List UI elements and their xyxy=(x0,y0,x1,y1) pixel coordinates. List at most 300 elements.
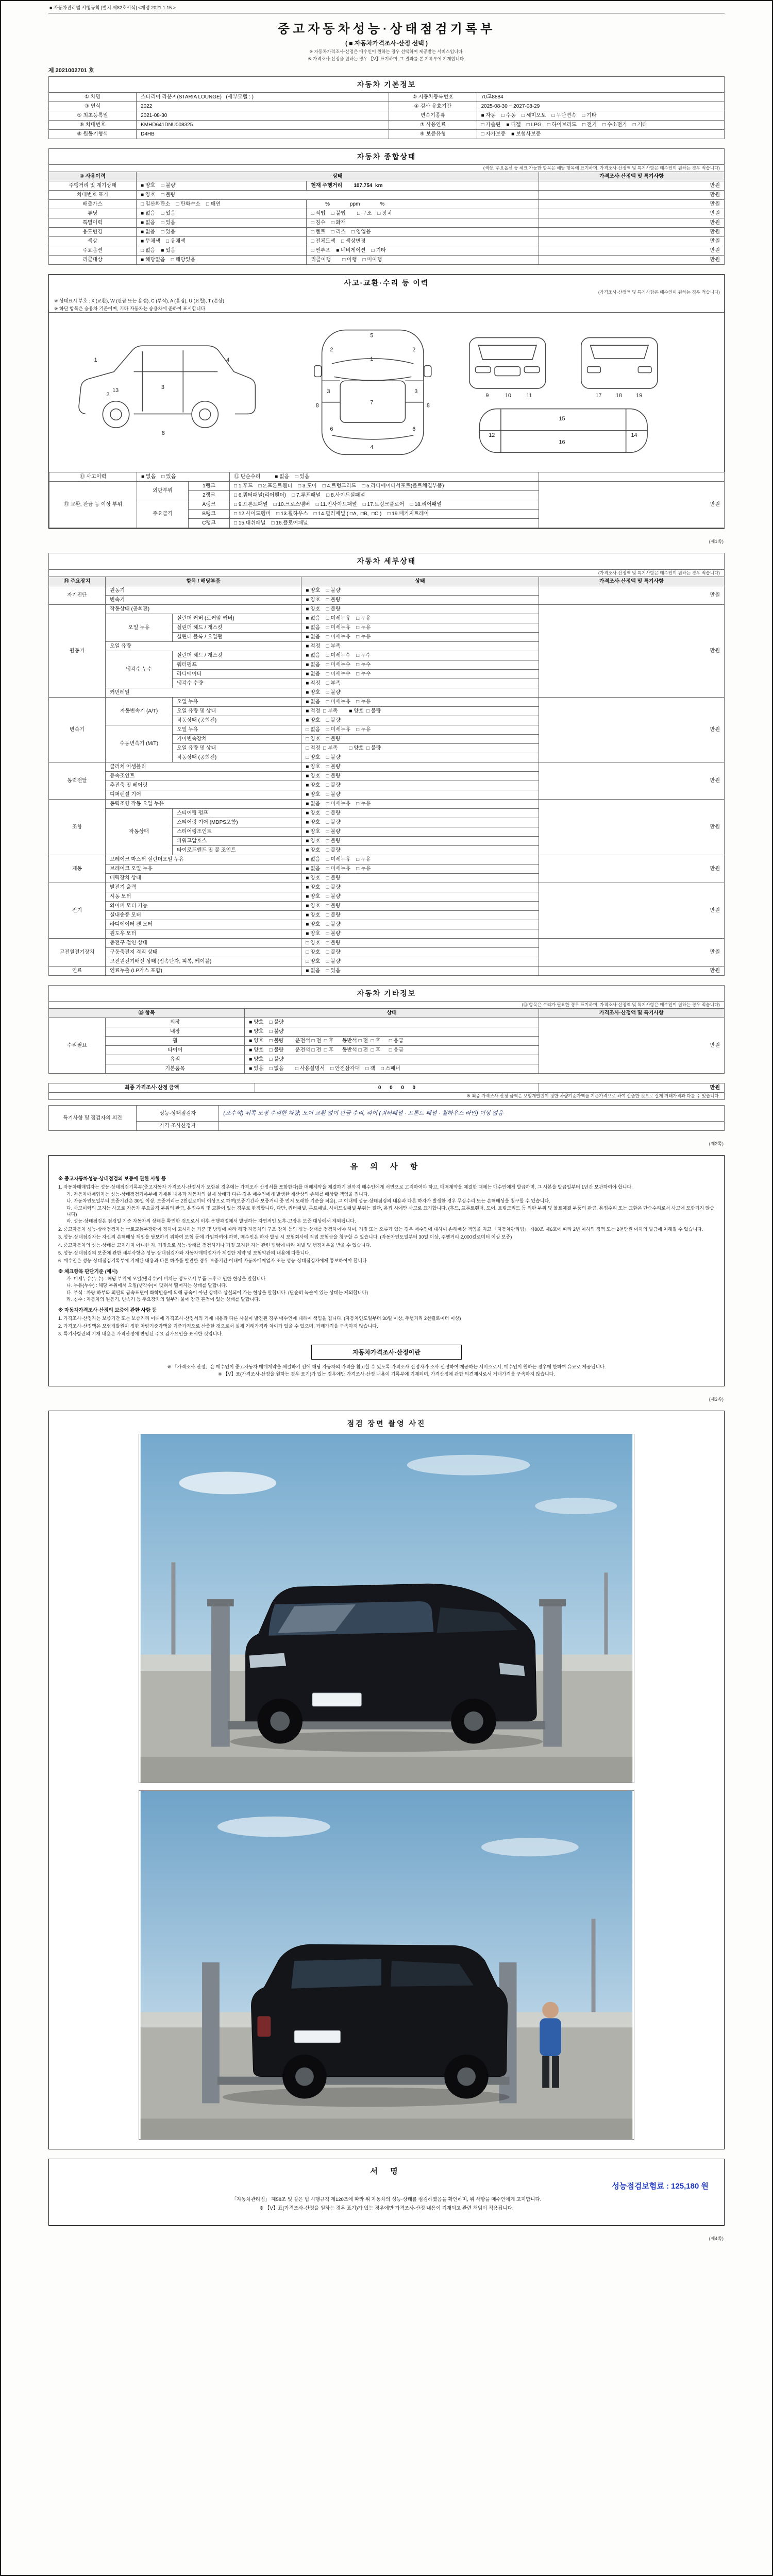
law-reference: ■ 자동차관리법 시행규칙 [별지 제82호서식] <개정 2021.1.15.> xyxy=(49,5,176,10)
table-cell: ■ 적정 □ 부족 xyxy=(301,641,539,651)
comprehensive-state-section xyxy=(48,148,725,265)
table-cell: 발전기 출력 xyxy=(106,883,301,892)
price-cell: 만원 xyxy=(539,938,724,966)
table-cell: ⑪ 사고이력 xyxy=(49,472,137,482)
table-cell: 주요옵션 xyxy=(49,246,137,256)
document-title: 중고자동차성능·상태점검기록부 xyxy=(277,22,496,36)
svg-text:1: 1 xyxy=(370,356,374,363)
table-cell: ■ 양호 □ 불량 xyxy=(245,1018,539,1027)
table-cell: 변속기 xyxy=(49,697,106,762)
final-price-section xyxy=(48,1083,725,1100)
table-cell: 특기사항 및 점검자의 의견 xyxy=(49,1105,137,1130)
table-cell: 가격조사·산정액 및 특기사항 xyxy=(539,172,724,181)
damage-code-legend: ※ 상태표시 부호 : X (교환), W (판금 또는 용접), C (부식), A (흠집), U (요철), T (손상) xyxy=(54,298,224,304)
table-cell: A랭크 xyxy=(189,500,230,510)
table-cell: ■ 없음 □ 있음 xyxy=(301,966,539,975)
table-cell: ■ 양호 □ 불량 xyxy=(301,845,539,855)
table-cell: ■ 양호 □ 불량 xyxy=(301,901,539,910)
header-note-1: ※ 자동차가격조사·산정은 매수인이 원하는 경우 선택하여 제공받는 서비스입니다. xyxy=(309,49,464,54)
table-cell: ⑮ 항목 xyxy=(49,1008,245,1018)
price-cell: 만원 xyxy=(539,181,724,191)
table-cell: 작동상태 (공회전) xyxy=(106,604,301,614)
table-cell: 배출가스 xyxy=(49,200,137,209)
table-cell: 라디에이터 팬 모터 xyxy=(106,920,301,929)
table-cell: ⑩ 사용이력 xyxy=(49,172,137,181)
table-cell: ■ 양호 □ 불량 xyxy=(301,716,539,725)
vehicle-name-value: 스타리아 라운지(STARIA LOUNGE) (세부모델 : ) xyxy=(137,93,389,102)
table-cell: 기어변속장치 xyxy=(173,734,301,743)
table-cell: 가격조사·산정액 및 특기사항 xyxy=(539,1008,724,1018)
svg-text:3: 3 xyxy=(414,388,418,395)
price-cell: 만원 xyxy=(539,256,724,265)
notice-line: 5. 성능·상태점검의 보증에 관한 세부사항은 성능·상태점검자와 자동차매매업자가 체결한 계약 및 보험약관의 내용에 따릅니다. xyxy=(58,1250,311,1256)
table-cell: 브레이크 오일 누유 xyxy=(106,864,301,873)
final-price-value: 0 0 0 0 xyxy=(255,1083,539,1092)
table-cell: 냉각수 누수 xyxy=(106,651,173,688)
price-cell: 만원 xyxy=(539,883,724,938)
table-cell: □ 없음 ■ 있음 xyxy=(137,246,307,256)
etc-info-section xyxy=(48,985,725,1074)
table-cell: ■ 없음 □ 미세누유 □ 누유 xyxy=(301,623,539,632)
table-cell: ■ 양호 □ 불량 xyxy=(301,836,539,845)
model-year-value: 2022 xyxy=(137,102,389,111)
opinion-section xyxy=(48,1105,725,1131)
table-cell: 자기진단 xyxy=(49,586,106,604)
table-cell: 원동기 xyxy=(106,586,301,595)
header-note-2: ※ 가격조사·산정을 원하는 경우 【V】표기하며, 그 결과를 본 기록부에 기재합니다. xyxy=(308,56,465,61)
registration-number-value: 70고8884 xyxy=(477,93,724,102)
table-cell: 원동기 xyxy=(49,604,106,697)
inspection-photos-section xyxy=(48,1411,725,2149)
notice-line: 2. 가격조사·산정액은 보험개발원이 정한 차량기준가액을 기준가격으로 산출한 것으로서 실제 거래가격과 차이가 있을 수 있으며, 거래가격을 구속하지 않습니다. xyxy=(58,1324,378,1329)
table-cell: □ 6.쿼터패널(리어휀더) □ 7.루프패널 □ 8.사이드실패널 xyxy=(230,491,539,500)
table-cell: ■ 양호 □ 불량 xyxy=(301,910,539,920)
price-cell: 만원 xyxy=(539,246,724,256)
table-cell: ■ 양호 □ 불량 운전석 □ 전 □ 후 동반석 □ 전 □ 후 □ 응급 xyxy=(245,1045,539,1055)
table-cell: 윈도우 모터 xyxy=(106,929,301,938)
svg-text:6: 6 xyxy=(330,426,333,433)
price-cell: 만원 xyxy=(539,966,724,975)
table-cell: 용도변경 xyxy=(49,228,137,237)
table-cell: 튜닝 xyxy=(49,209,137,218)
table-cell: (⑮ 항목은 수리가 필요한 경우 표기하며, 가격조사·산정액 및 특기사항은 매수인이 원하는 경우 적습니다) xyxy=(49,1001,725,1008)
table-cell: 외판부위 xyxy=(137,482,189,500)
table-cell: ■ 양호 □ 불량 xyxy=(301,892,539,901)
table-cell: 가격·조사산정자 xyxy=(137,1122,219,1131)
price-appraisal-option: ( ■ 자동차가격조사·산정 선택 ) xyxy=(345,40,428,47)
table-cell xyxy=(539,472,725,482)
table-cell: ■ 양호 □ 불량 xyxy=(301,808,539,818)
table-cell: 수리필요 xyxy=(49,1018,106,1073)
table-cell: ■ 양호 □ 불량 xyxy=(301,929,539,938)
notice-line: 4. 중고자동차의 성능·상태를 고지하지 아니한 자, 거짓으로 성능·상태를 점검하거나 거짓 고지한 자는 관련 법령에 따라 처벌 및 행정처분을 받을 수 있습니다. xyxy=(58,1242,372,1248)
svg-text:5: 5 xyxy=(370,332,374,339)
notice-line: ※ 자동차가격조사·산정의 보증에 관한 사항 등 xyxy=(58,1307,157,1313)
table-cell: 동력조향 작동 오일 누유 xyxy=(106,799,301,808)
notice-line: 라. 침수 : 자동차의 원동기, 변속기 등 주요장치의 일부가 물에 잠긴 흔적이 있는 상태를 말합니다. xyxy=(66,1297,260,1302)
table-cell: 가격조사·산정액 및 특기사항 xyxy=(539,577,724,586)
svg-text:16: 16 xyxy=(559,439,565,446)
table-cell: 휠 xyxy=(106,1036,245,1045)
diagram-basis-legend: ※ 하단 항목은 승용차 기준이며, 기타 자동차는 승용차에 준하여 표시합니다. xyxy=(54,306,207,312)
table-cell: 1랭크 xyxy=(189,482,230,491)
notice-line: 다. 사고이력의 고지는 사고로 자동차 주요골격 부위의 판금, 용접수리 및 교환이 있는 경우로 한정합니다. 다만, 쿼터패널, 루프패널, 사이드실패널 부위는 절단, 용접 시에만 사고로 표기합니다. (후드, 프론트휀더, 도어, 트렁크리드 등 외판 부위 및 볼트체결 부품의 판금, 용접수리 또는 교환은 단순수리로서 사고에 포함되지 않습니다) xyxy=(66,1205,715,1217)
table-cell: ■ 양호 □ 불량 xyxy=(301,771,539,781)
table-cell: 성능·상태점검자 xyxy=(137,1105,219,1121)
price-cell: 만원 xyxy=(539,799,724,855)
table-cell: ■ 양호 □ 불량 xyxy=(301,790,539,799)
table-cell: ※ 최종 가격조사·산정 금액은 보험개발원이 정한 차량기준가액을 기준가격으로 하여 산출한 것으로 실제 거래가격과 다를 수 있습니다. xyxy=(49,1092,725,1099)
table-cell: 실내송풍 모터 xyxy=(106,910,301,920)
table-cell: (가격조사·산정액 및 특기사항은 매수인이 원하는 경우 적습니다) xyxy=(49,569,725,577)
page-marker-4: (제4쪽) xyxy=(709,2235,724,2241)
table-cell: □ 전체도색 □ 색상변경 xyxy=(307,237,539,246)
notice-line: ※ 중고자동차성능·상태점검의 보증에 관한 사항 등 xyxy=(58,1176,166,1182)
table-cell: 파워고압호스 xyxy=(173,836,301,845)
page-marker-1: (제1쪽) xyxy=(709,539,724,545)
signature-title: 서 명 xyxy=(370,2166,403,2176)
table-cell: ■ 양호 □ 불량 xyxy=(301,883,539,892)
table-cell: ⑬ 교환, 판금 등 이상 부위 xyxy=(49,482,137,528)
table-cell: 고전원전기배선 상태 (접속단자, 피복, 케이블) xyxy=(106,957,301,966)
accident-history-section xyxy=(48,274,725,529)
table-cell: 상태 xyxy=(245,1008,539,1018)
svg-text:1: 1 xyxy=(94,357,97,364)
price-cell: 만원 xyxy=(539,200,724,209)
table-cell: 수동변속기 (M/T) xyxy=(106,725,173,762)
table-cell: ■ 없음 □ 미세누수 □ 누수 xyxy=(301,651,539,660)
notices-section xyxy=(48,1155,725,1386)
table-cell: 스티어링 기어 (MDPS포함) xyxy=(173,818,301,827)
svg-text:10: 10 xyxy=(505,393,511,399)
table-cell: 리콜이행 □ 이행 □ 미이행 xyxy=(307,256,539,265)
table-cell: 제동 xyxy=(49,855,106,883)
svg-text:4: 4 xyxy=(370,444,374,451)
table-cell: ■ 양호 □ 불량 운전석 □ 전 □ 후 동반석 □ 전 □ 후 □ 응급 xyxy=(245,1036,539,1045)
table-cell: 커먼레일 xyxy=(106,688,301,697)
table-cell: 리콜대상 xyxy=(49,256,137,265)
engine-type-value: D4HB xyxy=(137,130,389,139)
section-title-accident: 사고·교환·수리 등 이력 xyxy=(344,279,429,287)
table-cell: % ppm % xyxy=(307,200,539,209)
table-cell: ■ 양호 □ 불량 xyxy=(301,781,539,790)
table-cell: C랭크 xyxy=(189,519,230,528)
price-cell: 만원 xyxy=(539,482,725,528)
table-cell: □ 적법 □ 불법 □ 구조 □ 장치 xyxy=(307,209,539,218)
table-cell: ⑫ 단순수리 ■ 없음 □ 있음 xyxy=(230,472,539,482)
table-cell: 동력전달 xyxy=(49,762,106,799)
table-cell: ■ 적정 □ 부족 xyxy=(301,679,539,688)
table-cell: 작동상태 (공회전) xyxy=(173,716,301,725)
table-cell: 오일 누유 xyxy=(173,697,301,706)
table-cell: ■ 없음 □ 미세누수 □ 누수 xyxy=(301,669,539,679)
table-cell: 실린더 헤드 / 개스킷 xyxy=(173,651,301,660)
svg-text:8: 8 xyxy=(315,402,319,409)
table-cell: 조향 xyxy=(49,799,106,855)
table-cell: ■ 없음 □ 미세누유 □ 누유 xyxy=(301,799,539,808)
table-cell: 워터펌프 xyxy=(173,660,301,669)
final-price-table xyxy=(48,1083,725,1100)
price-cell: 만원 xyxy=(539,191,724,200)
table-cell: 오일 유량 xyxy=(106,641,301,651)
basic-info-table xyxy=(48,76,725,139)
table-cell: 작동상태 (공회전) xyxy=(173,753,301,762)
document-number: 제 2021002701 호 xyxy=(48,67,94,74)
final-price-unit: 만원 xyxy=(539,1083,724,1092)
table-cell: 주행거리 및 계기상태 xyxy=(49,181,137,191)
table-cell: 추진축 및 베어링 xyxy=(106,781,301,790)
table-cell: ■ 양호 □ 불량 xyxy=(245,1055,539,1064)
table-cell: ■ 양호 □ 불량 xyxy=(301,688,539,697)
svg-text:8: 8 xyxy=(426,402,430,409)
inspection-validity-value: 2025-08-30 ~ 2027-08-29 xyxy=(477,102,724,111)
table-cell: 항목 / 해당부품 xyxy=(106,577,301,586)
table-cell: ■ 없음 □ 있음 xyxy=(137,228,307,237)
notice-line: 다. 부식 : 차량 하부와 외판의 금속표면이 화학반응에 의해 금속이 아닌 상태로 상실되어 가는 현상을 말합니다. (단순히 녹슬어 있는 상태는 제외합니다) xyxy=(66,1290,368,1295)
table-cell: ■ 없음 □ 있음 xyxy=(137,472,230,482)
table-cell: ⑦ 사용연료 xyxy=(389,121,477,130)
premium-label: 성능점검보험료 : xyxy=(612,2181,669,2191)
table-cell: 디퍼렌셜 기어 xyxy=(106,790,301,799)
table-cell: 시동 모터 xyxy=(106,892,301,901)
detail-state-section xyxy=(48,553,725,975)
table-cell: ■ 양호 □ 불량 xyxy=(301,818,539,827)
table-cell: □ 9.프론트패널 □ 10.크로스멤버 □ 11.인사이드패널 □ 17.트렁크플로어 □ 18.리어패널 xyxy=(230,500,539,510)
svg-text:7: 7 xyxy=(370,400,374,406)
table-cell: 스티어링조인트 xyxy=(173,827,301,836)
notice-line: ※ 「가격조사·산정」은 매수인이 중고자동차 매매계약을 체결하기 전에 해당 자동차의 가격을 참고할 수 있도록 가격조사·산정자가 조사·산정하여 제공하는 서비스로서, 매수인이 원하는 경우에 한하여 유료로 제공됩니다. xyxy=(167,1364,606,1369)
svg-text:4: 4 xyxy=(226,357,230,364)
table-cell: ④ 검사 유효기간 xyxy=(389,102,477,111)
table-cell: 클러치 어셈블리 xyxy=(106,762,301,771)
notice-line: 1. 자동차매매업자는 성능·상태점검기록부(중고자동차 가격조사·산정서가 포함된 경우에는 가격조사·산정서를 포함한다)를 매매계약을 체결하기 전까지 매수인에게 서면으로 고지하여야 하고, 매매계약을 체결한 때에는 매수인에게 발급하며, 그 사본을 발급일부터 1년간 보관하여야 합니다. xyxy=(58,1184,633,1190)
notice-line: 3. 성능·상태점검자는 자신의 손해배상 책임을 담보하기 위하여 보험 등에 가입하여야 하며, 매수인은 하자 발생 시 보험회사에 직접 보험금을 청구할 수 있습니다. (자동차인도일부터 30일 이상, 주행거리 2,000킬로미터 이상 보증) xyxy=(58,1234,512,1240)
svg-text:6: 6 xyxy=(412,426,416,433)
table-cell: 차대번호 표기 xyxy=(49,191,137,200)
table-cell: ■ 무채색 □ 유채색 xyxy=(137,237,307,246)
table-cell: □ 없음 □ 미세누유 □ 누유 xyxy=(301,725,539,734)
table-cell: 고전원전기장치 xyxy=(49,938,106,966)
notice-line: 2. 중고자동차 성능·상태점검자는 국토교통부장관이 정하여 고시하는 기준 및 방법에 따라 해당 자동차의 구조·장치 등의 성능·상태를 점검하여야 하며, 거짓 또는 오류가 있는 경우 매수인에 대하여 손해배상 책임을 지고 「자동차관리법」 제80조 제6호에 따라 2년 이하의 징역 또는 2천만원 이하의 벌금에 처해질 수 있습니다. xyxy=(58,1226,703,1232)
vin-value: KMHD641DNU008325 xyxy=(137,121,389,130)
detail-state-table xyxy=(48,553,725,975)
table-cell: ■ 양호 □ 불량 xyxy=(301,762,539,771)
svg-text:19: 19 xyxy=(636,393,643,399)
page-marker-3: (제3쪽) xyxy=(709,1396,724,1402)
table-cell: □ 적정 □ 부족 □ 양호 □ 불량 xyxy=(301,743,539,753)
pricing-definition-title: 자동차가격조사·산정이란 xyxy=(311,1345,462,1360)
inspector-opinion-value: (조수석) 뒤쪽 도장 수리한 차량, 도어 교환 없이 판금 수리, 리어 (쿼터패널 · 프론트 패널 · 휠하우스 라인) 이상 없음 xyxy=(219,1105,725,1121)
notice-line: ※ 【V】표(가격조사·산정을 원하는 경우 표기)가 있는 경우에만 가격조사·산정 내용이 기록부에 기재되며, 가격산정에 관한 의견제시로서 거래가격을 구속하지 않습니다. xyxy=(218,1371,555,1377)
table-cell: ■ 있음 □ 없음 □ 사용설명서 □ 안전삼각대 □ 잭 □ 스패너 xyxy=(245,1064,539,1073)
table-cell: 전기 xyxy=(49,883,106,938)
notice-line: ※ 체크항목 판단기준 (예시) xyxy=(58,1268,118,1275)
signature-statements xyxy=(61,2196,712,2212)
opinion-table xyxy=(48,1105,725,1131)
svg-text:15: 15 xyxy=(559,416,565,422)
svg-text:9: 9 xyxy=(485,393,489,399)
transmission-type-checks: ■ 자동 □ 수동 □ 세미오토 □ 무단변속 □ 기타 xyxy=(477,111,724,121)
table-cell: ⑨ 보증유형 xyxy=(389,130,477,139)
section-title-detail: 자동차 세부상태 xyxy=(49,553,725,569)
accident-history-table xyxy=(49,472,725,528)
table-cell: ⑥ 차대번호 xyxy=(49,121,137,130)
table-cell: □ 양호 □ 불량 xyxy=(301,753,539,762)
table-cell: 유리 xyxy=(106,1055,245,1064)
table-cell: 등속조인트 xyxy=(106,771,301,781)
price-cell: 만원 xyxy=(539,604,724,697)
table-cell: ③ 연식 xyxy=(49,102,137,111)
table-cell: □ 침수 □ 화재 xyxy=(307,218,539,228)
table-cell: □ 썬루프 ■ 네비게이션 □ 기타 xyxy=(307,246,539,256)
table-cell: ■ 양호 □ 불량 xyxy=(301,873,539,883)
table-cell: ⑤ 최초등록일 xyxy=(49,111,137,121)
table-cell: ⑧ 원동기형식 xyxy=(49,130,137,139)
table-cell: ■ 없음 □ 미세누유 □ 누유 xyxy=(301,864,539,873)
basic-info-section xyxy=(48,76,725,139)
table-cell: 오일 누유 xyxy=(173,725,301,734)
accident-note: (가격조사·산정액 및 특기사항은 매수인이 원하는 경우 적습니다) xyxy=(598,290,720,295)
svg-text:14: 14 xyxy=(631,432,637,439)
table-cell: ⑭ 주요장치 xyxy=(49,577,106,586)
table-cell: 외장 xyxy=(106,1018,245,1027)
table-cell: ■ 없음 □ 있음 xyxy=(137,209,307,218)
table-cell: ■ 없음 □ 미세누수 □ 누수 xyxy=(301,660,539,669)
notice-line: 가. 자동차매매업자는 성능·상태점검기록부에 기재된 내용과 자동차의 실제 상태가 다른 경우 매수인에게 발생한 재산상의 손해를 배상할 책임을 집니다. xyxy=(66,1191,369,1197)
photos-title: 점검 장면 촬영 사진 xyxy=(347,1419,426,1428)
inspection-premium xyxy=(64,2180,709,2191)
table-cell: 냉각수 수량 xyxy=(173,679,301,688)
table-cell: ■ 양호 □ 불량 xyxy=(301,920,539,929)
table-cell: 변속기종류 xyxy=(389,111,477,121)
document-header xyxy=(48,19,725,62)
table-cell: ② 자동차등록번호 xyxy=(389,93,477,102)
table-cell: □ 렌트 □ 리스 □ 영업용 xyxy=(307,228,539,237)
table-cell: □ 12.사이드멤버 □ 13.휠하우스 □ 14.필러패널 ( □A, □B, □C ) □ 19.패키지트레이 xyxy=(230,510,539,519)
notices-body xyxy=(58,1176,715,1337)
table-cell: □ 양호 □ 불량 xyxy=(301,947,539,957)
first-registration-value: 2021-08-30 xyxy=(137,111,389,121)
price-cell: 만원 xyxy=(539,586,724,604)
notice-line: 3. 특기사항란의 기재 내용은 가격산정에 반영된 주요 감가요인을 표시한 것입니다. xyxy=(58,1331,223,1337)
table-cell: 특별이력 xyxy=(49,218,137,228)
price-cell: 만원 xyxy=(539,697,724,762)
section-title-etc: 자동차 기타정보 xyxy=(49,985,725,1001)
table-cell: 작동상태 xyxy=(106,808,173,855)
table-cell: 브레이크 마스터 실린더오일 누유 xyxy=(106,855,301,864)
appraiser-opinion-value xyxy=(219,1122,725,1131)
table-cell: 배력장치 상태 xyxy=(106,873,301,883)
svg-text:8: 8 xyxy=(161,430,165,437)
table-cell: ■ 없음 □ 미세누유 □ 누유 xyxy=(301,632,539,641)
table-cell: 색상 xyxy=(49,237,137,246)
svg-text:11: 11 xyxy=(526,393,532,399)
premium-value: 125,180 원 xyxy=(671,2181,709,2191)
table-cell: 연료누출 (LP가스 포함) xyxy=(106,966,301,975)
notice-line: 1. 가격조사·산정자는 보증기간 또는 보증거리 이내에 가격조사·산정서의 기재 내용과 다른 사실이 발견된 경우 매수인에 대하여 책임을 집니다. (자동차인도일부터 30일 이상, 주행거리 2천킬로미터 이상) xyxy=(58,1315,461,1321)
notice-line: 라. 성능·상태점검은 점검일 기준 자동차의 상태를 확인한 것으로서 이후 운행과정에서 발생하는 자연적인 노후·고장은 보증 대상에서 제외됩니다. xyxy=(66,1218,356,1224)
svg-text:2: 2 xyxy=(330,347,333,353)
car-damage-diagram xyxy=(49,312,724,472)
table-cell: 주요골격 xyxy=(137,500,189,528)
svg-text:17: 17 xyxy=(595,393,602,399)
inspection-photo-front xyxy=(139,1434,634,1783)
price-cell: 만원 xyxy=(539,228,724,237)
table-cell: ■ 없음 □ 미세누유 □ 누유 xyxy=(301,697,539,706)
table-cell: □ 양호 □ 불량 xyxy=(301,957,539,966)
svg-text:18: 18 xyxy=(615,393,622,399)
table-cell: 상태 xyxy=(301,577,539,586)
inspection-photo-rear xyxy=(139,1790,634,2140)
table-cell: 2랭크 xyxy=(189,491,230,500)
fuel-type-checks: □ 가솔린 ■ 디젤 □ LPG □ 하이브리드 □ 전기 □ 수소전기 □ 기타 xyxy=(477,121,724,130)
page-marker-2: (제2쪽) xyxy=(709,1141,724,1147)
table-cell: 타이어 xyxy=(106,1045,245,1055)
table-cell: 변속기 xyxy=(106,595,301,604)
table-cell: 기본품목 xyxy=(106,1064,245,1073)
notice-line: 가. 미세누유(누수) : 해당 부위에 오일(냉각수)이 비치는 정도로서 부품 노후로 인한 현상을 말합니다. xyxy=(66,1276,267,1281)
price-cell: 만원 xyxy=(539,762,724,799)
table-cell: ■ 없음 □ 미세누유 □ 누유 xyxy=(301,855,539,864)
table-cell: ■ 양호 □ 불량 xyxy=(301,595,539,604)
table-cell: 실린더 헤드 / 개스킷 xyxy=(173,623,301,632)
section-title-basic: 자동차 기본정보 xyxy=(49,77,725,93)
table-cell: 스티어링 펌프 xyxy=(173,808,301,818)
table-cell: ■ 양호 □ 불량 xyxy=(301,827,539,836)
svg-text:2: 2 xyxy=(106,392,110,398)
table-cell: B랭크 xyxy=(189,510,230,519)
svg-text:13: 13 xyxy=(112,387,119,394)
table-cell: ■ 양호 □ 불량 xyxy=(245,1027,539,1036)
table-cell: 오일 유량 및 상태 xyxy=(173,706,301,716)
table-cell: 상태 xyxy=(137,172,539,181)
table-cell: □ 양호 □ 불량 xyxy=(301,938,539,947)
table-cell: 라디에이터 xyxy=(173,669,301,679)
price-cell: 만원 xyxy=(539,209,724,218)
table-cell: ■ 적정 □ 부족 ■ 양호 □ 불량 xyxy=(301,706,539,716)
table-cell: ■ 양호 □ 불량 xyxy=(137,181,307,191)
table-cell: ■ 양호 □ 불량 xyxy=(301,604,539,614)
notice-line: 6. 매수인은 성능·상태점검기록부에 기재된 내용과 다른 하자를 발견한 경우 보증기간 이내에 자동차매매업자 또는 성능·상태점검자에게 통보하여야 합니다. xyxy=(58,1258,368,1264)
table-cell: ■ 양호 □ 불량 xyxy=(301,586,539,595)
table-cell: 연료 xyxy=(49,966,106,975)
table-cell: 최종 가격조사·산정 금액 xyxy=(49,1083,255,1092)
table-cell: 오일 유량 및 상태 xyxy=(173,743,301,753)
svg-text:12: 12 xyxy=(489,432,495,439)
table-cell: ■ 양호 □ 불량 xyxy=(137,191,539,200)
price-cell: 만원 xyxy=(539,218,724,228)
table-cell: 타이로드엔드 및 볼 조인트 xyxy=(173,845,301,855)
table-cell: 충전구 절연 상태 xyxy=(106,938,301,947)
table-cell: ■ 없음 □ 미세누유 □ 누유 xyxy=(301,614,539,623)
table-cell: 와이퍼 모터 기능 xyxy=(106,901,301,910)
table-cell: 구동축전지 격리 상태 xyxy=(106,947,301,957)
warranty-type-checks: □ 자가보증 ■ 보험사보증 xyxy=(477,130,724,139)
etc-info-table xyxy=(48,985,725,1074)
table-cell: □ 1.후드 □ 2.프론트휀더 □ 3.도어 □ 4.트렁크리드 □ 5.라디에이터서포트(볼트체결부품) xyxy=(230,482,539,491)
table-cell: ■ 없음 □ 있음 xyxy=(137,218,307,228)
notice-line: 나. 자동차인도일부터 보증기간은 30일 이상, 보증거리는 2천킬로미터 이상으로 하며(보증기간과 보증거리 중 먼저 도래한 기준을 적용), 그 이내에 성능·상태점검의 내용과 다른 하자가 발생한 경우 무상수리 또는 손해배상을 청구할 수 있습니다. xyxy=(66,1198,550,1204)
table-cell: □ 일산화탄소 □ 탄화수소 □ 매연 xyxy=(137,200,307,209)
svg-text:2: 2 xyxy=(412,347,416,353)
car-diagram-svg xyxy=(53,315,715,467)
table-cell: 실린더 커버 (로커암 커버) xyxy=(173,614,301,623)
table-cell: □ 15.대쉬패널 □ 16.플로어패널 xyxy=(230,519,539,528)
comprehensive-state-table xyxy=(48,148,725,265)
table-cell: 실린더 블록 / 오일팬 xyxy=(173,632,301,641)
table-cell: 자동변속기 (A/T) xyxy=(106,697,173,725)
svg-text:3: 3 xyxy=(161,384,164,391)
